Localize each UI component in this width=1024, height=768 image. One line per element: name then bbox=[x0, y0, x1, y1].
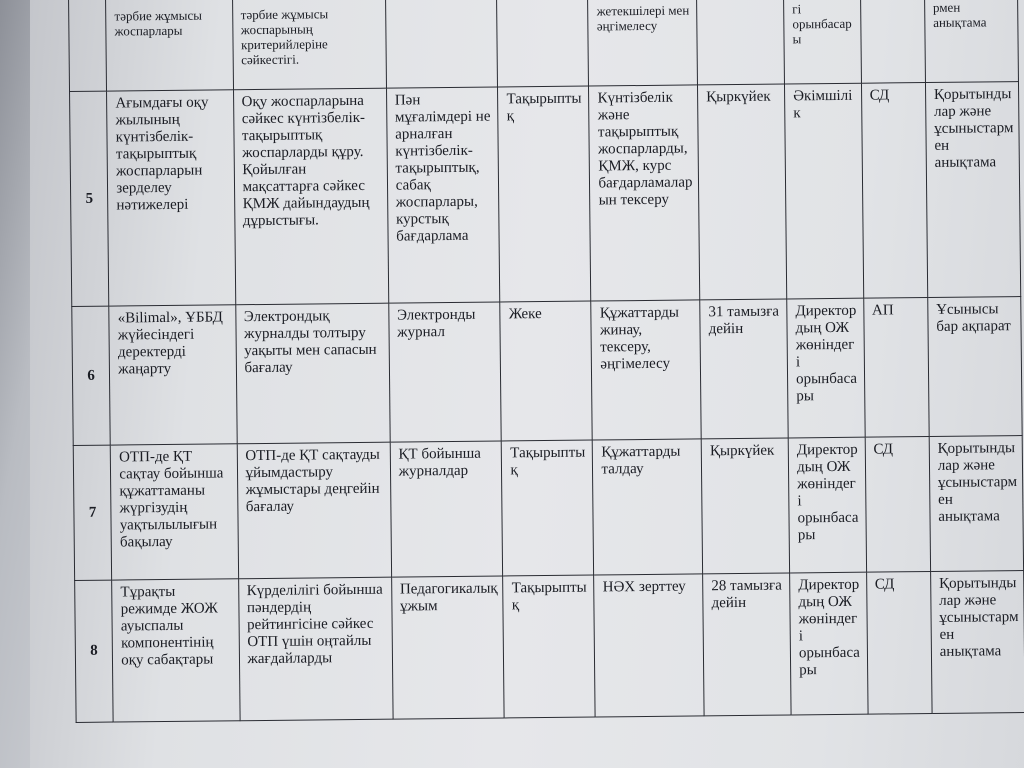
table-row bbox=[69, 0, 1019, 91]
row-number: 7 bbox=[73, 445, 112, 580]
table-row bbox=[75, 571, 1024, 723]
table-cell: жетекшілері мен әңгімелесу bbox=[588, 0, 698, 86]
table-row bbox=[73, 436, 1023, 581]
table-cell: СД bbox=[865, 437, 931, 573]
plan-table bbox=[68, 0, 1024, 723]
table-cell: Электронды журнал bbox=[388, 302, 501, 442]
table-cell: ОТП-де ҚТ сақтауды ұйымдастыру жұмыстары деңгейін бағалау bbox=[237, 442, 392, 579]
table-cell: Тұрақты режимде ЖОЖ ауыспалы компонентінің оқу сабақтары bbox=[112, 579, 240, 722]
table-cell: Қыркүйек bbox=[698, 84, 787, 300]
row-number: 6 bbox=[72, 306, 111, 445]
table-cell bbox=[860, 0, 925, 83]
row-number: 5 bbox=[70, 91, 109, 306]
table-cell: Қорытындылар және ұсыныстармен анықтама bbox=[929, 436, 1024, 572]
table-cell: Директордың ОЖ жөніндегі орынбасары bbox=[790, 572, 868, 715]
table-cell: Пән мұғалімдері не арналған күнтізбелік-тақырыптық, сабақ жоспарлары, курстық бағдарлама bbox=[386, 87, 500, 303]
row-number: 8 bbox=[75, 580, 114, 722]
table-cell: Директордың ОЖ жөніндегі орынбасары bbox=[787, 298, 865, 438]
table-cell: Күрделілігі бойынша пәндердің рейтингісіне сәйкес ОТП үшін оңтайлы жағдайларды bbox=[238, 577, 393, 721]
table-cell: «Bilimal», ҰББД жүйесіндегі деректерді жаңарту bbox=[109, 305, 237, 445]
table-row bbox=[72, 297, 1022, 446]
table-cell bbox=[697, 0, 785, 85]
table-cell: тәрбие жұмысы жоспарлары bbox=[106, 0, 233, 91]
table-cell: Қыркүйек bbox=[701, 438, 789, 574]
table-cell bbox=[497, 0, 589, 87]
table-cell: Педагогикалық ұжым bbox=[391, 576, 504, 719]
table-cell: Құжаттарды жинау, тексеру, әңгімелесу bbox=[591, 300, 701, 440]
table-cell: Директордың ОЖ жөніндегі орынбасары bbox=[788, 437, 866, 573]
table-cell: Ағымдағы оқу жылының күнтізбелік-тақырыптық жоспарларын зерделеу нәтижелері bbox=[107, 90, 235, 306]
table-cell: НӘХ зерттеу bbox=[594, 574, 704, 717]
table-cell: Тақырыптық bbox=[502, 440, 594, 576]
table-cell: СД bbox=[861, 83, 927, 299]
table-cell: 31 тамызға дейін bbox=[700, 299, 788, 439]
table-cell: рмен анықтама bbox=[924, 0, 1018, 83]
table-cell: СД bbox=[866, 572, 932, 715]
table-cell: Күнтізбелік және тақырыптық жоспарларды, ҚМЖ, курс бағдарламаларын тексеру bbox=[589, 85, 700, 301]
table-cell: Тақырыптық bbox=[498, 86, 591, 302]
table-cell: Тақырыптық bbox=[503, 575, 596, 718]
table-cell bbox=[385, 0, 498, 88]
table-row bbox=[70, 82, 1021, 307]
table-cell: АП bbox=[863, 298, 929, 438]
table-cell: гі орынбасары bbox=[784, 0, 862, 84]
table-cell: тәрбие жұмысы жоспарының критерийлеріне сәйкестігі. bbox=[232, 0, 386, 90]
table-cell bbox=[69, 0, 107, 91]
table-cell: ҚТ бойынша журналдар bbox=[390, 441, 503, 577]
table-cell: Жеке bbox=[500, 301, 593, 441]
table-cell: Құжаттарды талдау bbox=[593, 439, 703, 575]
table-cell: Қорытындылар және ұсыныстармен анықтама bbox=[930, 571, 1024, 714]
table-cell: Қорытындылар және ұсыныстармен анықтама bbox=[925, 82, 1020, 298]
table-cell: Оқу жоспарларына сәйкес күнтізбелік-тақырыптық жоспарларды құру. Қойылған мақсаттарға сәйкес ҚМЖ дайындаудың дұрыстығы. bbox=[233, 88, 388, 305]
table-cell: 28 тамызға дейін bbox=[703, 573, 791, 716]
table-cell: Әкімшілік bbox=[785, 83, 864, 299]
document-page bbox=[30, 0, 1024, 768]
table-cell: Электрондық журналды толтыру уақыты мен сапасын бағалау bbox=[235, 303, 390, 444]
table-cell: Ұсынысы бар ақпарат bbox=[928, 297, 1023, 437]
table-cell: ОТП-де ҚТ сақтау бойынша құжаттаманы жүргізудің уақтылылығын бақылау bbox=[110, 444, 238, 580]
